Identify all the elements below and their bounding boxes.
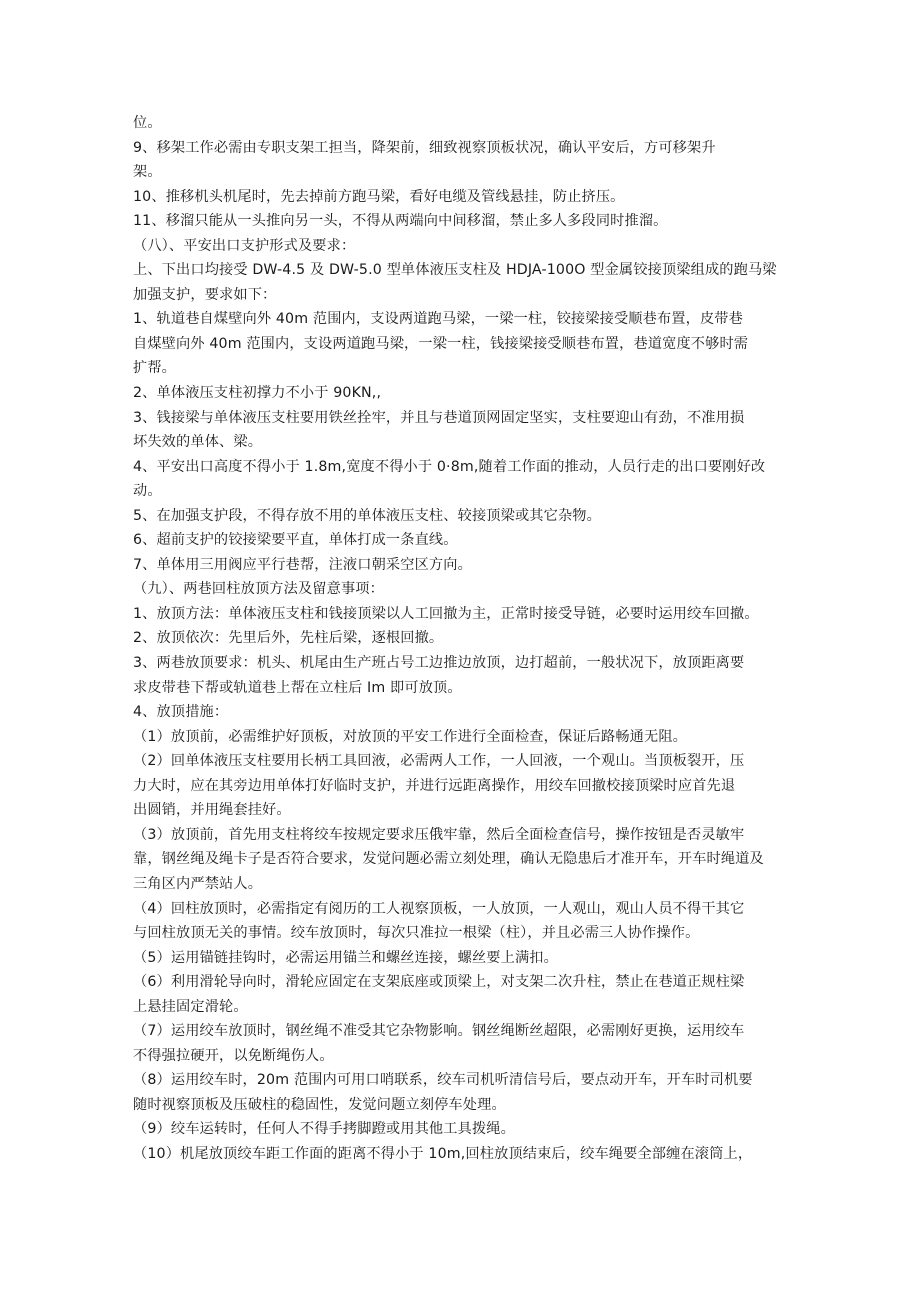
text-line: 2、放顶依次：先里后外，先柱后梁，逐根回撤。	[133, 630, 444, 647]
text-line: （9）绞车运转时，任何人不得手拷脚蹬或用其他工具拨绳。	[133, 1121, 515, 1138]
text-line: （1）放顶前，必需维护好顶板，对放顶的平安工作进行全面检查，保证后路畅通无阻。	[133, 728, 688, 745]
text-line: （8）运用绞车时，20m 范围内可用口哨联系，绞车司机听清信号后，要点动开车，开车时司机要	[133, 1072, 753, 1089]
text-line: 求皮带巷下帮或轨道巷上帮在立柱后 Im 即可放顶。	[133, 679, 462, 696]
text-line: 4、平安出口高度不得小于 1.8m,宽度不得小于 0·8m,随着工作面的推动，人员行走的出口要刚好改	[133, 458, 766, 475]
text-line: 3、两巷放顶要求：机头、机尾由生产班占号工边推边放顶，边打超前，一般状况下，放顶距离要	[133, 655, 745, 672]
text-line: （4）回柱放顶时，必需指定有阅历的工人视察顶板，一人放顶，一人观山，观山人员不得干其它	[133, 900, 745, 917]
text-line: 4、放顶措施：	[133, 704, 229, 721]
text-line: 位。	[133, 115, 162, 131]
text-line: 架。	[133, 164, 162, 181]
text-line: （6）利用滑轮导向时，滑轮应固定在支架底座或顶梁上，对支架二次升柱，禁止在巷道正规柱梁	[133, 974, 745, 991]
text-line: 不得强拉硬开，以免断绳伤人。	[133, 1047, 334, 1064]
text-line: 3、钱接梁与单体液压支柱要用铁丝拴牢，并且与巷道顶网固定坚实，支柱要迎山有劲，不准用损	[133, 409, 745, 426]
text-line: 坏失效的单体、梁。	[133, 434, 263, 451]
text-line: 自煤壁向外 40m 范围内，支设两道跑马梁，一梁一柱，钱接梁接受顺巷布置，巷道宽度不够时需	[133, 335, 749, 352]
text-line: 三角区内严禁站人。	[133, 875, 263, 892]
text-line: 加强支护，要求如下：	[133, 286, 277, 303]
text-line: （九）、两巷回柱放顶方法及留意事项：	[133, 581, 384, 598]
text-line: 11、移溜只能从一头推向另一头，不得从两端向中间移溜，禁止多人多段同时推溜。	[133, 213, 668, 230]
text-line: （八）、平安出口支护形式及要求：	[133, 237, 356, 254]
text-line: 1、放顶方法：单体液压支柱和钱接顶梁以人工回撤为主，正常时接受导链，必要时运用绞车回撤。	[133, 605, 759, 622]
text-line: 7、单体用三用阀应平行巷帮，注液口朝采空区方向。	[133, 556, 472, 573]
text-line: 2、单体液压支柱初撑力不小于 90KN,,	[133, 385, 382, 402]
text-line: 6、超前支护的铰接梁要平直，单体打成一条直线。	[133, 532, 458, 549]
document-body	[133, 111, 793, 1167]
text-line: 扩帮。	[133, 360, 177, 377]
text-line: （3）放顶前，首先用支柱将绞车按规定要求压俄牢靠，然后全面检查信号，操作按钮是否灵敏牢	[133, 826, 745, 843]
text-line: 上、下出口均接受 DW-4.5 及 DW-5.0 型单体液压支柱及 HDJA-100O 型金属铰接顶梁组成的跑马梁	[133, 262, 777, 279]
text-line: 与回柱放顶无关的事情。绞车放顶时，每次只准拉一根梁（柱），并且必需三人协作操作。	[133, 925, 700, 942]
text-line: 上悬挂固定滑轮。	[133, 998, 248, 1015]
text-line: 力大时，应在其旁边用单体打好临时支护，并进行远距离操作，用绞车回撤校接顶梁时应首先退	[133, 777, 736, 794]
text-line: 5、在加强支护段，不得存放不用的单体液压支柱、较接顶梁或其它杂物。	[133, 507, 601, 524]
text-line: 动。	[133, 483, 162, 500]
text-line: （2）回单体液压支柱要用长柄工具回液，必需两人工作，一人回液，一个观山。当顶板裂开，压	[133, 753, 745, 770]
text-line: 靠，钢丝绳及绳卡子是否符合要求，发觉问题必需立刻处理，确认无隐患后才准开车，开车时绳道及	[133, 851, 764, 868]
text-line: （10）机尾放顶绞车距工作面的距离不得小于 10m,回柱放顶结束后，绞车绳要全部缠在滚筒上，	[133, 1145, 753, 1162]
text-line: 10、推移机头机尾时，先去掉前方跑马梁，看好电缆及管线悬挂，防止挤压。	[133, 188, 625, 205]
text-line: 出圆销，并用绳套挂好。	[133, 802, 291, 819]
text-line: （7）运用绞车放顶时，钢丝绳不准受其它杂物影响。钢丝绳断丝超限，必需刚好更换，运用绞车	[133, 1023, 745, 1040]
text-line: （5）运用锚链挂钩时，必需运用锚兰和螺丝连接，螺丝要上满扣。	[133, 949, 558, 966]
text-line: 9、移架工作必需由专职支架工担当，降架前，细致视察顶板状况，确认平安后，方可移架升	[133, 139, 716, 156]
text-line: 1、轨道巷自煤壁向外 40m 范围内，支设两道跑马梁，一梁一柱，铰接梁接受顺巷布置，皮带巷	[133, 311, 743, 328]
text-line: 随时视察顶板及压破柱的稳固性，发觉问题立刻停车处理。	[133, 1096, 506, 1113]
